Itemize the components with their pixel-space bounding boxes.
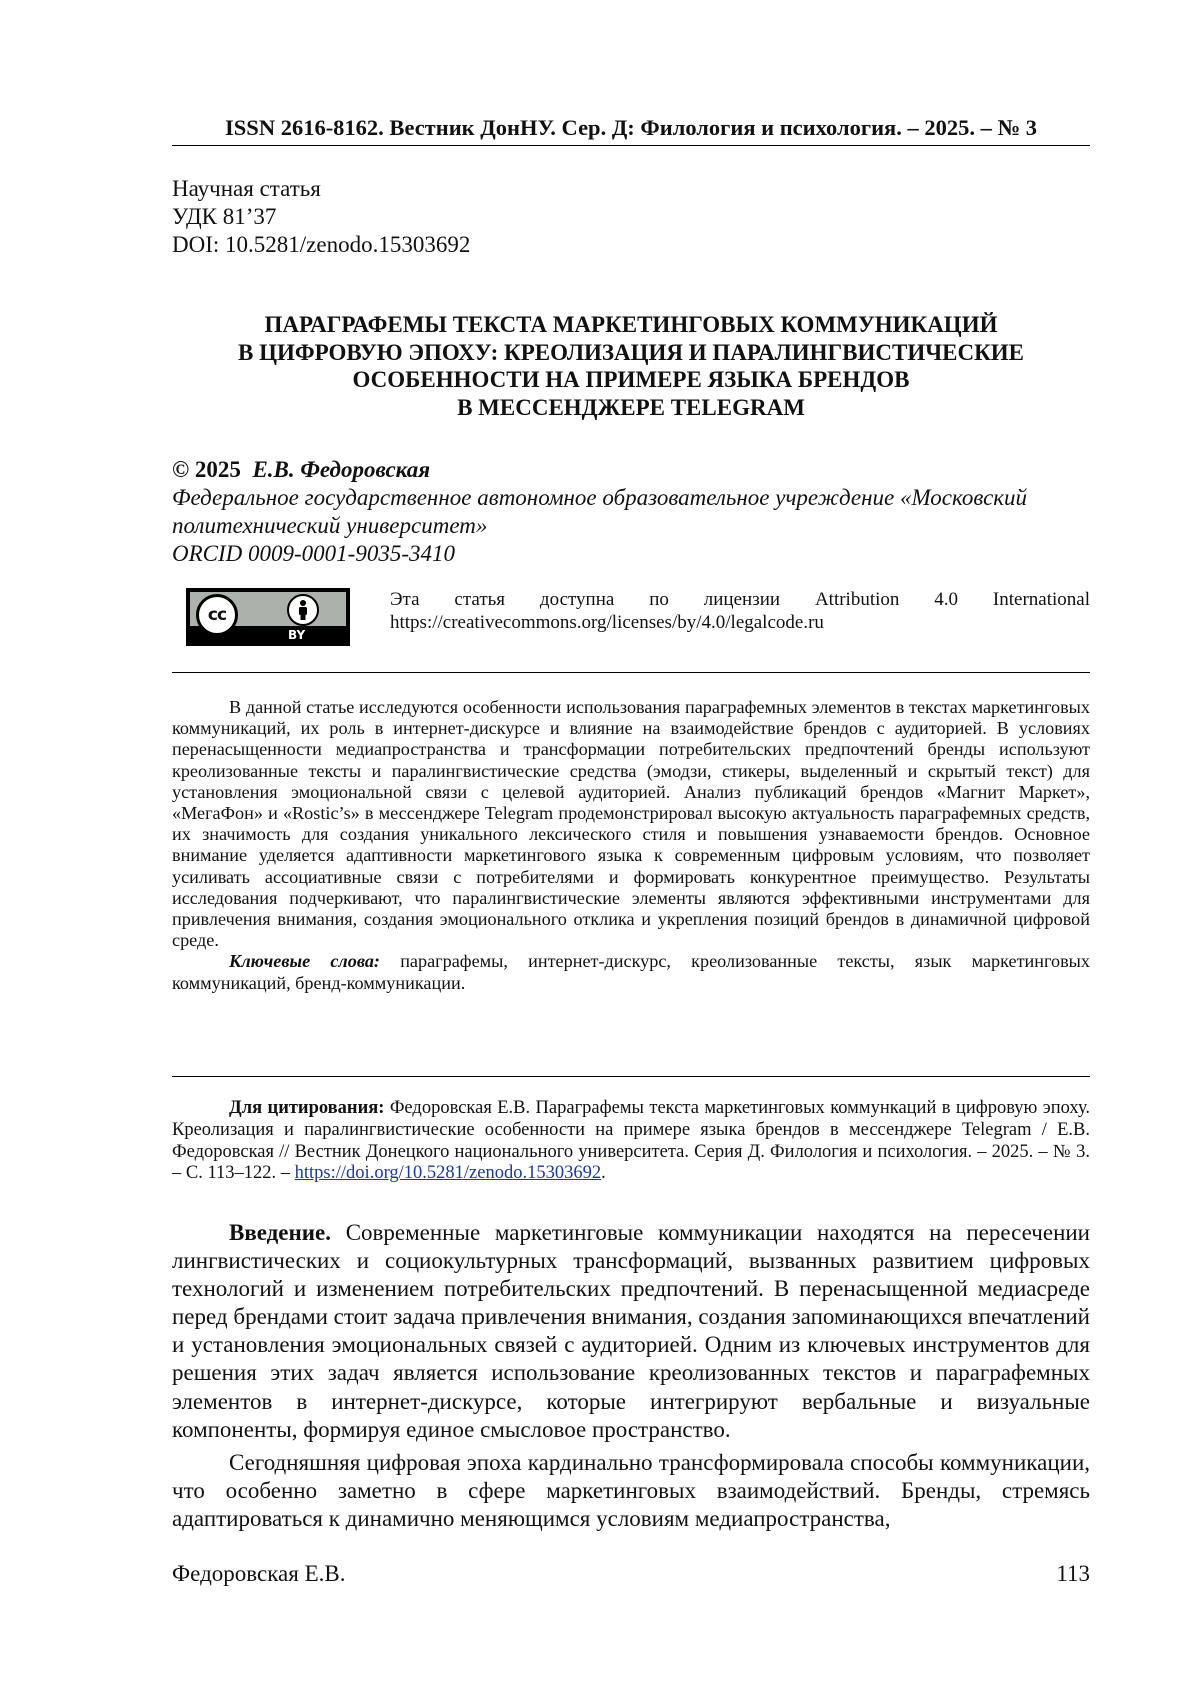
license-block <box>186 588 1090 648</box>
by-label: BY <box>288 628 306 642</box>
attribution-person-icon <box>287 594 319 626</box>
doi-link[interactable]: https://doi.org/10.5281/zenodo.15303692 <box>294 1163 602 1184</box>
copyright: © 2025 <box>172 457 241 482</box>
keywords <box>172 951 1090 993</box>
title-line: В МЕССЕНДЖЕРЕ TELEGRAM <box>457 394 805 420</box>
author-block <box>172 456 1090 568</box>
article-title <box>172 311 1090 421</box>
license-statement: Эта статья доступна по лицензии Attribution 4.0 International <box>390 589 1090 610</box>
citation-text: Федоровская Е.В. Параграфемы текста маркетинговых коммункаций в цифровую эпоху. Креолизация и паралингвистические особенности на примере языка брендов в мессенджере Telegram / Е.В. Федоровская // Вестник Донецкого национального университета. Серия Д. Филология и психология. – 2025. – № 3. – С. 113–122. – <box>172 1098 1090 1184</box>
section-heading: Введение. <box>229 1220 331 1245</box>
affiliation: Федеральное государственное автономное образовательное учреждение «Московский <box>172 485 1028 510</box>
title-line: ПАРАГРАФЕМЫ ТЕКСТА МАРКЕТИНГОВЫХ КОММУНИКАЦИЙ <box>264 312 998 337</box>
article-meta <box>172 175 470 259</box>
license-url[interactable]: https://creativecommons.org/licenses/by/4.0/legalcode.ru <box>390 612 824 633</box>
affiliation: политехнический университет» <box>172 513 488 538</box>
abstract-text: В данной статье исследуются особенности использования параграфемных элементов в текстах маркетинговых коммуникаций, их роль в интернет-дискурсе и влияние на взаимодействие брендов с аудиторией. В условиях перенасыщенности медиапространства и трансформации потребительских предпочтений бренды используют креолизованные тексты и паралингвистические средства (эмодзи, стикеры, выделенный и скрытый текст) для установления эмоциональной связи с целевой аудиторией. Анализ публикаций брендов «Магнит Маркет», «МегаФон» и «Rostic’s» в мессенджере Telegram продемонстрировал высокую актуальность параграфемных средств, их значимость для создания уникального лексического стиля и повышения узнаваемости брендов. Основное внимание уделяется адаптивности маркетингового языка к современным цифровым условиям, что позволяет усиливать ассоциативные связи с потребителями и формировать конкурентное преимущество. Результаты исследования подчеркивают, что паралингвистические элементы являются эффективными инструментами для привлечения внимания, создания эмоционального отклика и укрепления позиций брендов в динамичной цифровой среде. <box>172 697 1090 951</box>
cc-icon: cc <box>196 594 238 636</box>
main-body <box>172 1219 1090 1538</box>
article-type: Научная статья <box>172 176 321 201</box>
page-number: 113 <box>1056 1561 1090 1586</box>
paragraph: Введение. Современные маркетинговые коммуникации находятся на пересечении лингвистических и социокультурных трансформаций, вызванных развитием цифровых технологий и изменением потребительских предпочтений. В перенасыщенной медиасреде перед брендами стоит задача привлечения внимания, создания запоминающихся впечатлений и установления эмоциональных связей с аудиторией. Одним из ключевых инструментов для решения этих задач является использование креолизованных текстов и параграфемных элементов в интернет-дискурсе, которые интегрируют вербальные и визуальные компоненты, формируя единое смысловое пространство. <box>172 1220 1090 1442</box>
cc-by-badge-icon <box>186 588 350 646</box>
doi: DOI: 10.5281/zenodo.15303692 <box>172 232 471 257</box>
paragraph: Сегодняшняя цифровая эпоха кардинально трансформировала способы коммуникации, что особенно заметно в сфере маркетинговых взаимодействий. Бренды, стремясь адаптироваться к динамично меняющимся условиям медиапространства, <box>172 1449 1090 1531</box>
title-line: В ЦИФРОВУЮ ЭПОХУ: КРЕОЛИЗАЦИЯ И ПАРАЛИНГВИСТИЧЕСКИЕ <box>238 339 1024 365</box>
author-name: Е.В. Федоровская <box>252 457 431 482</box>
udc-code: УДК 81’37 <box>172 204 277 229</box>
divider <box>172 1076 1090 1077</box>
abstract <box>172 697 1090 994</box>
title-line: ОСОБЕННОСТИ НА ПРИМЕРЕ ЯЗЫКА БРЕНДОВ <box>352 367 910 392</box>
citation-label: Для цитирования: <box>229 1098 385 1118</box>
running-header: ISSN 2616-8162. Вестник ДонНУ. Сер. Д: Филология и психология. – 2025. – № 3 <box>172 115 1090 146</box>
divider <box>172 672 1090 673</box>
orcid: ORCID 0009-0001-9035-3410 <box>172 541 455 566</box>
footer-author: Федоровская Е.В. <box>172 1561 346 1586</box>
citation-block: Для цитирования: Федоровская Е.В. Параграфемы текста маркетинговых коммункаций в цифровую эпоху. Креолизация и паралингвистические особенности на примере языка брендов в мессенджере Telegram / Е.В. Федоровская // Вестник Донецкого национального университета. Серия Д. Филология и психология. – 2025. – № 3. – С. 113–122. – https://doi.org/10.5281/zenodo.15303692. <box>172 1098 1090 1184</box>
keywords-label: Ключевые слова: <box>229 951 380 972</box>
keywords-text: параграфемы, интернет-дискурс, креолизованные тексты, язык маркетинговых коммуникаций, бренд-коммуникации. <box>172 951 1090 993</box>
